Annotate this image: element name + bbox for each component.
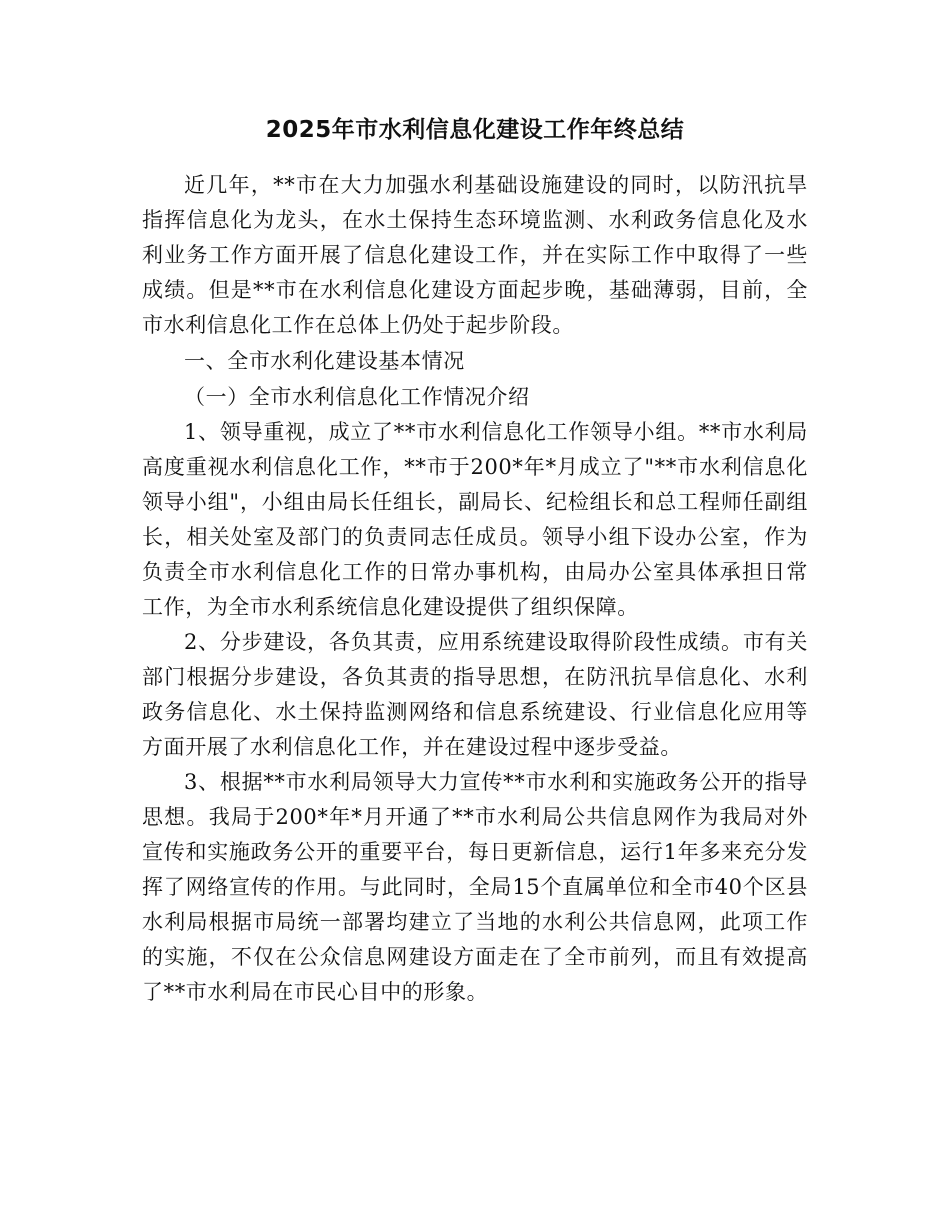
document-title: 2025年市水利信息化建设工作年终总结 — [265, 117, 685, 143]
item-paragraph-2: 2、分步建设，各负其责，应用系统建设取得阶段性成绩。市有关部门根据分步建设，各负其责的指导思想，在防汛抗旱信息化、水利政务信息化、水土保持监测网络和信息系统建设、行业信息化应用等方面开展了水利信息化工作，并在建设过程中逐步受益。 — [142, 630, 808, 759]
item-paragraph-1: 1、领导重视，成立了**市水利信息化工作领导小组。**市水利局高度重视水利信息化工作，**市于200*年*月成立了"**市水利信息化领导小组"，小组由局长任组长，副局长、纪检组长和总工程师任副组长，相关处室及部门的负责同志任成员。领导小组下设办公室，作为负责全市水利信息化工作的日常办事机构，由局办公室具体承担日常工作，为全市水利系统信息化建设提供了组织保障。 — [142, 420, 808, 619]
document-body — [142, 168, 808, 1010]
intro-paragraph: 近几年，**市在大力加强水利基础设施建设的同时，以防汛抗旱指挥信息化为龙头，在水土保持生态环境监测、水利政务信息化及水利业务工作方面开展了信息化建设工作，并在实际工作中取得了一些成绩。但是**市在水利信息化建设方面起步晚，基础薄弱，目前，全市水利信息化工作在总体上仍处于起步阶段。 — [142, 173, 808, 337]
section-heading: 一、全市水利化建设基本情况 — [184, 349, 465, 373]
item-paragraph-3: 3、根据**市水利局领导大力宣传**市水利和实施政务公开的指导思想。我局于200*年*月开通了**市水利局公共信息网作为我局对外宣传和实施政务公开的重要平台，每日更新信息，运行1年多来充分发挥了网络宣传的作用。与此同时，全局15个直属单位和全市40个区县水利局根据市局统一部署均建立了当地的水利公共信息网，此项工作的实施，不仅在公众信息网建设方面走在了全市前列，而且有效提高了**市水利局在市民心目中的形象。 — [142, 770, 808, 1004]
subsection-heading: （一）全市水利信息化工作情况介绍 — [184, 385, 530, 409]
